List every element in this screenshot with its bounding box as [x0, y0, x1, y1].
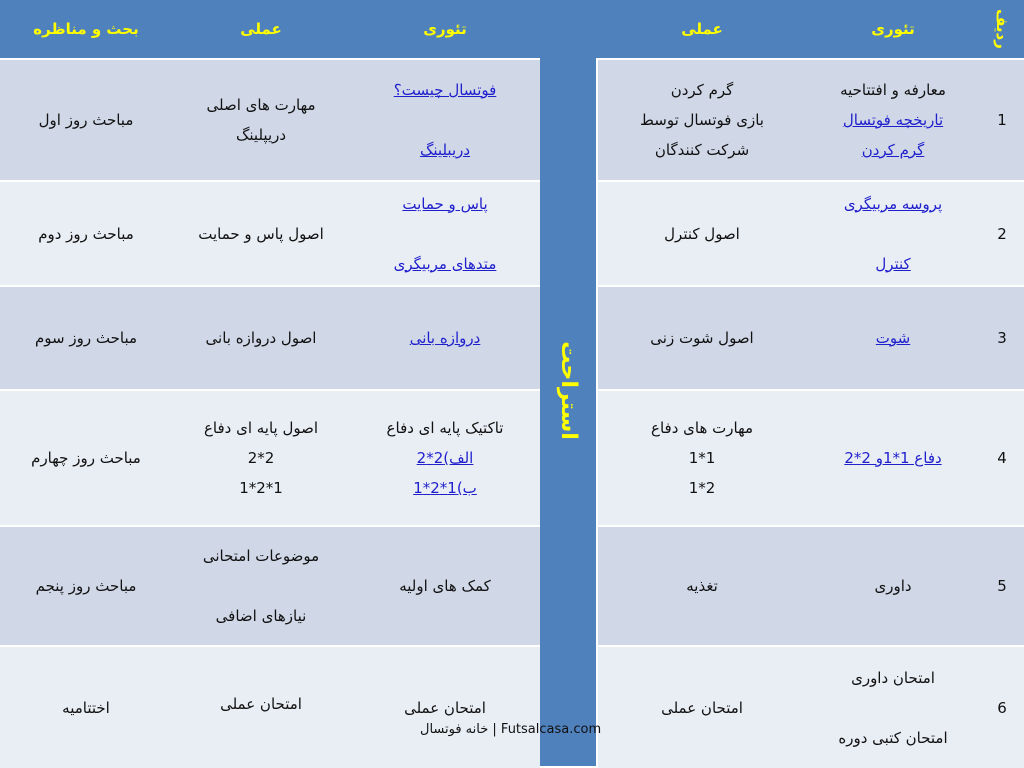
theory-b-cell [350, 60, 540, 180]
theory-b-cell [350, 287, 540, 389]
shooting-link[interactable]: شوت [875, 329, 911, 347]
row-number: 5 [980, 527, 1024, 645]
cell-text: معارفه و افتتاحیه [840, 81, 946, 99]
cell-text: گرم کردن [670, 81, 734, 99]
defense-link[interactable]: دفاع 1*1و 2*2 [844, 449, 942, 467]
cell-text: 1*2*1 [239, 479, 283, 497]
theory-b-cell [350, 182, 540, 285]
cell-text: مهارت های دفاع [651, 419, 754, 437]
debate-cell: مباحث روز چهارم [0, 391, 172, 525]
coaching-process-link[interactable]: پروسه مربیگری [843, 194, 943, 213]
practical-b-cell: امتحان عملی [172, 647, 350, 768]
theory-b-cell: امتحان عملی [350, 647, 540, 768]
practical-b-cell [172, 527, 350, 645]
practical-a-cell [598, 391, 806, 525]
theory-b-cell: کمک های اولیه [350, 527, 540, 645]
practical-b-cell [172, 60, 350, 180]
cell-text: شرکت کنندگان [654, 141, 750, 159]
pass-support-link[interactable]: پاس و حمایت [402, 194, 488, 213]
theory-a-cell [806, 391, 980, 525]
debate-cell: مباحث روز دوم [0, 182, 172, 285]
cell-text: مهارت های اصلی [206, 96, 316, 114]
cell-text: نیازهای اضافی [215, 607, 307, 625]
row-number: 4 [980, 391, 1024, 525]
cell-text: امتحان داوری [851, 668, 935, 687]
cell-text: امتحان کتبی دوره [838, 728, 948, 747]
header-theory-a: تئوری [806, 0, 980, 58]
cell-text: تاکتیک پایه ای دفاع [386, 419, 504, 437]
header-practical-b: عملی [172, 0, 350, 58]
header-theory-b: تئوری [350, 0, 540, 58]
row-number: 2 [980, 182, 1024, 285]
theory-a-cell [806, 182, 980, 285]
cell-text: دریپلینگ [235, 126, 287, 144]
row-number: 3 [980, 287, 1024, 389]
cell-text: 1*1 [688, 449, 716, 467]
debate-cell: مباحث روز سوم [0, 287, 172, 389]
practical-a-cell [598, 60, 806, 180]
cell-text: بازی فوتسال توسط [640, 111, 764, 129]
goalkeeping-link[interactable]: دروازه بانی [409, 329, 481, 347]
practical-b-cell [172, 391, 350, 525]
header-row-number: ردیف [980, 0, 1024, 58]
defense-121-link[interactable]: ب)1*2*1 [413, 479, 477, 497]
cell-text: موضوعات امتحانی [202, 547, 320, 565]
theory-b-cell [350, 391, 540, 525]
break-text: استراحت [555, 340, 581, 440]
warmup-link[interactable]: گرم کردن [861, 141, 925, 159]
practical-a-cell: امتحان عملی [598, 647, 806, 768]
theory-a-cell: داوری [806, 527, 980, 645]
defense-2x2-link[interactable]: الف)2*2 [416, 449, 474, 467]
break-label [540, 330, 596, 450]
practical-a-cell: اصول کنترل [598, 182, 806, 285]
row-number: 6 [980, 647, 1024, 768]
history-link[interactable]: تاریخچه فوتسال [842, 111, 944, 129]
practical-a-cell: تغذیه [598, 527, 806, 645]
cell-text: اصول پایه ای دفاع [203, 419, 319, 437]
theory-a-cell [806, 647, 980, 768]
theory-a-cell [806, 60, 980, 180]
what-is-futsal-link[interactable]: فوتسال چیست؟ [393, 81, 497, 99]
footer-watermark: خانه فوتسال | Futsalcasa.com [420, 722, 602, 737]
control-link[interactable]: کنترل [875, 254, 911, 273]
practical-b-cell: اصول پاس و حمایت [172, 182, 350, 285]
cell-text: 2*2 [247, 449, 275, 467]
practical-b-cell: اصول دروازه بانی [172, 287, 350, 389]
header-debate: بحث و مناظره [0, 0, 172, 58]
practical-a-cell: اصول شوت زنی [598, 287, 806, 389]
header-practical-a: عملی [598, 0, 806, 58]
debate-cell: اختتامیه [0, 647, 172, 768]
dribbling-link[interactable]: دریبلینگ [419, 141, 471, 159]
debate-cell: مباحث روز پنجم [0, 527, 172, 645]
coaching-methods-link[interactable]: متدهای مربیگری [393, 254, 497, 273]
header-break-blank [540, 0, 598, 58]
theory-a-cell [806, 287, 980, 389]
cell-text: 2*1 [688, 479, 716, 497]
debate-cell: مباحث روز اول [0, 60, 172, 180]
row-number: 1 [980, 60, 1024, 180]
